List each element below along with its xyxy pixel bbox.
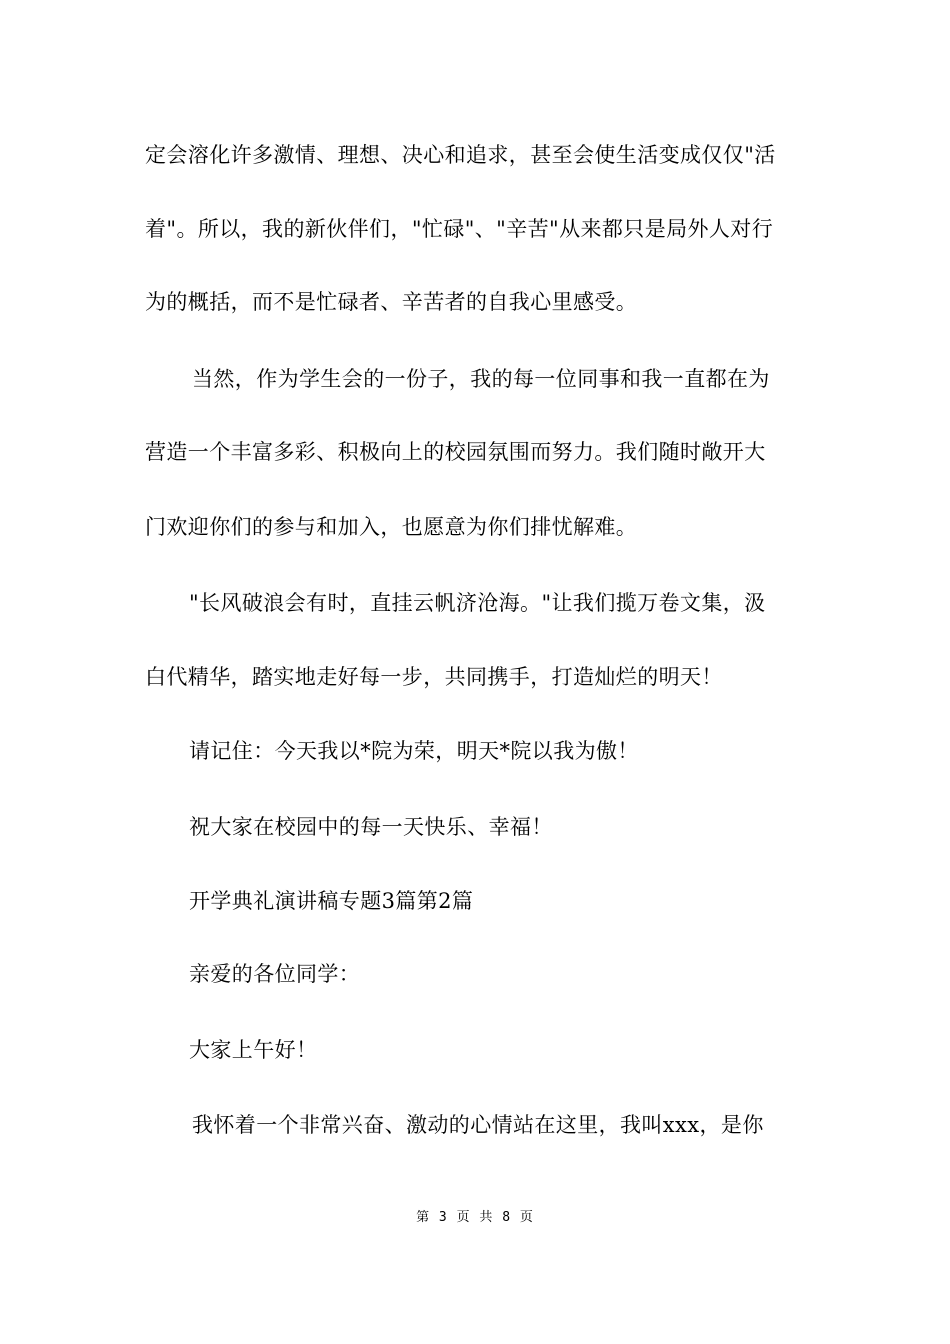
salutation-line: 亲爱的各位同学： (189, 962, 361, 986)
text-line: 定会溶化许多激情、理想、决心和追求，甚至会使生活变成仅仅"活 (145, 143, 776, 167)
paragraph-start-line: 我怀着一个非常兴奋、激动的心情站在这里，我叫xxx，是你 (192, 1113, 764, 1137)
text-line: 着"。所以，我的新伙伴们，"忙碌"、"辛苦"从来都只是局外人对行 (145, 217, 774, 241)
paragraph-line: 祝大家在校园中的每一天快乐、幸福！ (189, 815, 553, 839)
text-line: 白代精华，踏实地走好每一步，共同携手，打造灿烂的明天！ (145, 665, 723, 689)
paragraph-line: 请记住：今天我以*院为荣，明天*院以我为傲！ (189, 739, 639, 763)
greeting-line: 大家上午好！ (189, 1038, 318, 1062)
paragraph-start-line: "长风破浪会有时，直挂云帆济沧海。"让我们揽万卷文集，汲 (189, 591, 766, 615)
text-line: 为的概括，而不是忙碌者、辛苦者的自我心里感受。 (145, 290, 638, 314)
page-number-footer: 第 3 页 共 8 页 (416, 1210, 534, 1225)
paragraph-start-line: 当然，作为学生会的一份子，我的每一位同事和我一直都在为 (192, 367, 770, 391)
text-line: 门欢迎你们的参与和加入，也愿意为你们排忧解难。 (145, 515, 638, 539)
section-heading: 开学典礼演讲稿专题3篇第2篇 (189, 889, 474, 913)
text-line: 营造一个丰富多彩、积极向上的校园氛围而努力。我们随时敞开大 (145, 440, 766, 464)
